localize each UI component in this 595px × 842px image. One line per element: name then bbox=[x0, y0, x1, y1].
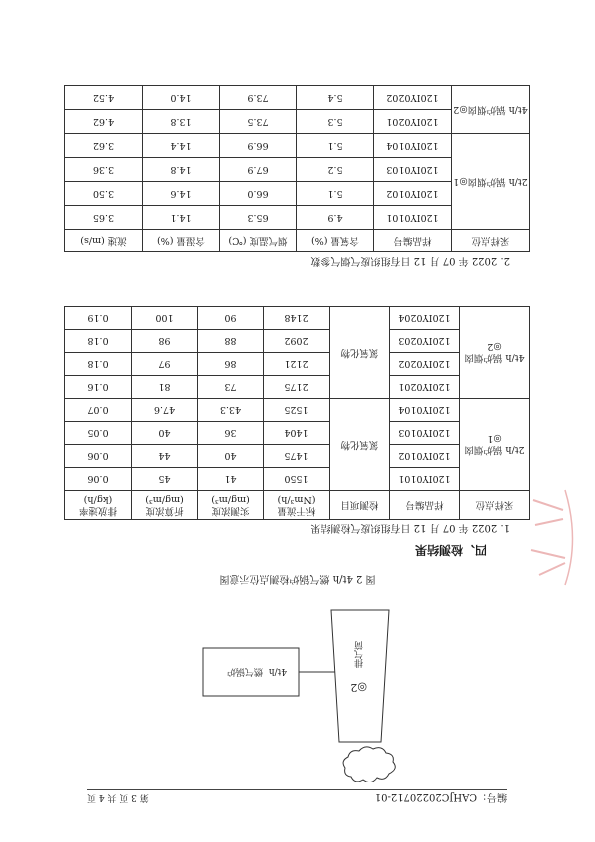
value-cell: 98 bbox=[132, 330, 198, 353]
value-cell: 1525 bbox=[264, 399, 330, 422]
table-row bbox=[65, 110, 530, 134]
value-cell: 44 bbox=[132, 445, 198, 468]
value-cell: 5.1 bbox=[297, 134, 374, 158]
value-cell: 40 bbox=[198, 445, 264, 468]
value-cell: 5.2 bbox=[297, 158, 374, 182]
value-cell: 45 bbox=[132, 468, 198, 491]
value-cell: 0.06 bbox=[65, 445, 132, 468]
test-item-cell: 氮氧化物 bbox=[330, 307, 390, 399]
value-cell: 0.18 bbox=[65, 353, 132, 376]
table2-header-cell: 采样点位 bbox=[452, 230, 530, 252]
value-cell: 0.19 bbox=[65, 307, 132, 330]
value-cell: 0.18 bbox=[65, 330, 132, 353]
section-title: 四、检测结果 bbox=[414, 543, 487, 557]
value-cell: 5.3 bbox=[297, 110, 374, 134]
value-cell: 90 bbox=[198, 307, 264, 330]
sample-id-cell: 120IY0101 bbox=[390, 468, 460, 491]
table1-header-cell: 采样点位 bbox=[460, 491, 530, 520]
value-cell: 0.07 bbox=[65, 399, 132, 422]
value-cell: 14.1 bbox=[143, 206, 220, 230]
table1-header-cell: 排放速率 (kg/h) bbox=[65, 491, 132, 520]
stack-marker: ◎2 bbox=[350, 681, 367, 694]
value-cell: 41 bbox=[198, 468, 264, 491]
value-cell: 3.36 bbox=[65, 158, 143, 182]
value-cell: 4.52 bbox=[65, 86, 143, 110]
value-cell: 81 bbox=[132, 376, 198, 399]
sample-id-cell: 120IY0202 bbox=[390, 353, 460, 376]
stack-label: 排气筒 bbox=[355, 641, 365, 668]
table2-header-cell: 含湿量 (%) bbox=[143, 230, 220, 252]
value-cell: 4.9 bbox=[297, 206, 374, 230]
value-cell: 73.5 bbox=[220, 110, 297, 134]
value-cell: 40 bbox=[132, 422, 198, 445]
monitoring-point-diagram bbox=[159, 596, 459, 782]
location-cell: 2t/h 锅炉烟囱◎1 bbox=[460, 399, 530, 491]
value-cell: 14.8 bbox=[143, 158, 220, 182]
sample-id-cell: 120IY0202 bbox=[374, 86, 452, 110]
table-row bbox=[65, 468, 530, 491]
value-cell: 14.4 bbox=[143, 134, 220, 158]
value-cell: 73 bbox=[198, 376, 264, 399]
table2-header-row bbox=[65, 230, 530, 252]
sample-id-cell: 120IY0103 bbox=[390, 422, 460, 445]
table2-header-cell: 烟气温度 (℃) bbox=[220, 230, 297, 252]
sample-id-cell: 120IY0104 bbox=[390, 399, 460, 422]
value-cell: 66.9 bbox=[220, 134, 297, 158]
test-item-cell: 氮氧化物 bbox=[330, 399, 390, 491]
value-cell: 4.62 bbox=[65, 110, 143, 134]
table1-caption: 1. 2022 年 07 月 12 日有组织废气检测结果 bbox=[310, 522, 510, 533]
value-cell: 5.4 bbox=[297, 86, 374, 110]
value-cell: 1404 bbox=[264, 422, 330, 445]
value-cell: 3.65 bbox=[65, 206, 143, 230]
value-cell: 1550 bbox=[264, 468, 330, 491]
figure-caption: 图 2 4t/h 燃气锅炉检测点位示意图 bbox=[219, 573, 376, 584]
sample-id-cell: 120IY0103 bbox=[374, 158, 452, 182]
table1-header-cell: 样品编号 bbox=[390, 491, 460, 520]
table2-header-cell: 含氧量 (%) bbox=[297, 230, 374, 252]
table2-header-cell: 样品编号 bbox=[374, 230, 452, 252]
location-cell: 4t/h 锅炉烟囱◎2 bbox=[460, 307, 530, 399]
value-cell: 14.6 bbox=[143, 182, 220, 206]
value-cell: 2121 bbox=[264, 353, 330, 376]
boiler-type-label: 燃气锅炉 bbox=[226, 666, 263, 676]
page-info: 第 3 页 共 4 页 bbox=[87, 792, 149, 802]
value-cell: 0.06 bbox=[65, 468, 132, 491]
value-cell: 67.9 bbox=[220, 158, 297, 182]
table-row bbox=[65, 206, 530, 230]
table1-header-cell: 标干流量 (Nm³/h) bbox=[264, 491, 330, 520]
value-cell: 2148 bbox=[264, 307, 330, 330]
value-cell: 73.9 bbox=[220, 86, 297, 110]
table1-header-cell: 折算浓度 (mg/m³) bbox=[132, 491, 198, 520]
value-cell: 43.3 bbox=[198, 399, 264, 422]
sample-id-cell: 120IY0104 bbox=[374, 134, 452, 158]
table1-header-cell: 实测浓度 (mg/m³) bbox=[198, 491, 264, 520]
table1-header-cell: 检测项目 bbox=[330, 491, 390, 520]
value-cell: 88 bbox=[198, 330, 264, 353]
red-seal-fragment bbox=[525, 480, 585, 590]
value-cell: 65.3 bbox=[220, 206, 297, 230]
report-number: 编号：CAHJC20220712-01 bbox=[374, 791, 507, 802]
value-cell: 13.8 bbox=[143, 110, 220, 134]
page-header bbox=[87, 789, 507, 810]
value-cell: 86 bbox=[198, 353, 264, 376]
value-cell: 36 bbox=[198, 422, 264, 445]
sample-id-cell: 120IY0102 bbox=[374, 182, 452, 206]
sample-id-cell: 120IY0201 bbox=[390, 376, 460, 399]
value-cell: 5.1 bbox=[297, 182, 374, 206]
value-cell: 3.62 bbox=[65, 134, 143, 158]
value-cell: 2175 bbox=[264, 376, 330, 399]
value-cell: 47.6 bbox=[132, 399, 198, 422]
table1-header-row bbox=[65, 491, 530, 520]
value-cell: 2092 bbox=[264, 330, 330, 353]
location-cell: 2t/h 锅炉烟囱◎1 bbox=[452, 134, 530, 230]
value-cell: 14.0 bbox=[143, 86, 220, 110]
value-cell: 66.0 bbox=[220, 182, 297, 206]
value-cell: 1475 bbox=[264, 445, 330, 468]
value-cell: 100 bbox=[132, 307, 198, 330]
sample-id-cell: 120IY0203 bbox=[390, 330, 460, 353]
flue-gas-parameters-table bbox=[64, 85, 530, 252]
sample-id-cell: 120IY0201 bbox=[374, 110, 452, 134]
exhaust-stack bbox=[331, 610, 389, 742]
table2-header-cell: 流速 (m/s) bbox=[65, 230, 143, 252]
sample-id-cell: 120IY0102 bbox=[390, 445, 460, 468]
sample-id-cell: 120IY0101 bbox=[374, 206, 452, 230]
table-row bbox=[65, 376, 530, 399]
table2-caption: 2. 2022 年 07 月 12 日有组织废气烟气参数 bbox=[310, 255, 510, 266]
value-cell: 0.05 bbox=[65, 422, 132, 445]
value-cell: 0.16 bbox=[65, 376, 132, 399]
value-cell: 3.50 bbox=[65, 182, 143, 206]
boiler-capacity-label: 4t/h bbox=[268, 666, 287, 676]
value-cell: 97 bbox=[132, 353, 198, 376]
sample-id-cell: 120IY0204 bbox=[390, 307, 460, 330]
emission-results-table bbox=[64, 306, 530, 520]
smoke-cloud-icon bbox=[343, 747, 395, 782]
location-cell: 4t/h 锅炉烟囱◎2 bbox=[452, 86, 530, 134]
